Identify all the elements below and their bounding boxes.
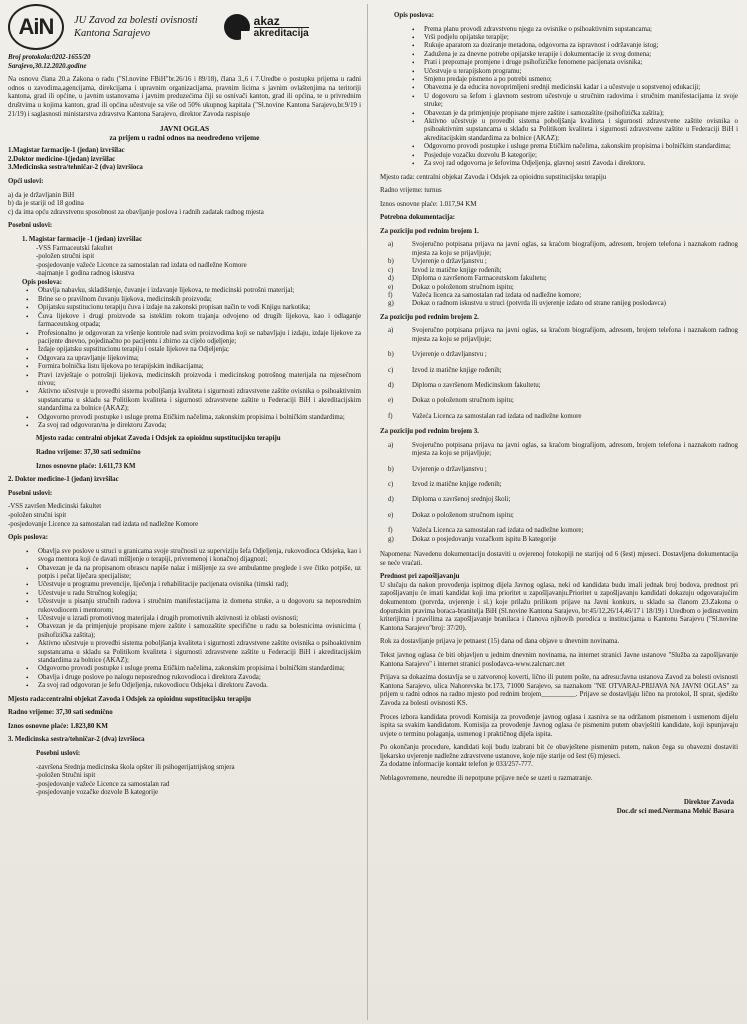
list-item: g) Dokaz o posjedovanju vozačkom ispitu B kategorije bbox=[388, 535, 557, 543]
list-item: • U dogovoru sa šefom i glavnom sestrom učestvuje u stručnim radovima i stručnim manifestacijama iz svoje struke; bbox=[424, 93, 738, 110]
akaz-line-2: akreditacija bbox=[253, 27, 309, 39]
priority-heading: Prednost pri zapošljavanju bbox=[380, 573, 460, 581]
list-item: c) Izvod iz matične knjige rođenih; bbox=[388, 266, 502, 274]
akaz-logo bbox=[224, 14, 309, 40]
akaz-line-1: akaz bbox=[253, 13, 280, 28]
pos2-duties-list bbox=[8, 548, 361, 691]
list-item: • Učestvuje u izradi promotivnog materijala i drugih promotivnih aktivnosti iz oblasti ovisnosti; bbox=[38, 615, 361, 623]
list-item: • Obavezan je da na propisanom obrascu napiše nalaz i mišljenje za sve ambulantne preglede i sve čitko potpiše, uz potpis i pečat liječara specijaliste; bbox=[38, 565, 361, 582]
signature-name: Doc.dr sci med.Nermana Mehić Basara bbox=[616, 806, 734, 815]
protocol-number: Broj protokola:0202-1655/20 bbox=[8, 54, 91, 61]
priority-text: U slučaju da nakon provođenja ispitnog dijela Javnog oglasa, neki od kandidata budu imali jednak broj bodova, prednost pri zapošljavanju će imati kandidat koji ima prioritet u zapošljavanju.Prioritet u zapošljavanju kandidati dokazuju odgovarajućim dokumentom (potvrda, uvjerenje i sl.) koje prilažu prilikom prijave na Javni konkurs, u skladu sa članom 23.Zakona o dopunskim pravima boraca-branitelja BiH (Sl.novine Kantona Sarajevo, br:45/12,26/14,46/17 i 18/19) i Uredbom o jedinstvenim kriterijima i pravilima za zapošljavanje branilaca i članova njihovih porodica u institucijama u Kantonu Sarajevu ("Sl.novine Kantona Sarajevo"broj: 37/20). bbox=[380, 581, 738, 632]
pos2-condition: -posjedovanje Licence za samostalan rad izdata od nadležne Komore bbox=[8, 520, 199, 528]
list-item: f) Važeća Licenca za samostalan rad izdata od nadležne komore; bbox=[388, 527, 584, 535]
org-name bbox=[74, 14, 198, 40]
pos3-duties-list bbox=[380, 26, 738, 169]
list-item: c) Izvod iz matične knjige rođenih; bbox=[388, 480, 502, 488]
docs-p3-list bbox=[380, 442, 738, 544]
general-condition: b) da je stariji od 18 godina bbox=[8, 200, 84, 208]
docs-p2-list bbox=[380, 327, 738, 421]
list-item: e) Dokaz o položenom stručnom ispitu; bbox=[388, 397, 514, 405]
pos2-place: Mjesto rada:centralni objekat Zavoda i Odsjek za opioidnu supstitucijsku terapiju bbox=[8, 695, 251, 703]
list-item: • Obavlja sve poslove u struci u granicama svoje stručnosti uz superviziju šefa Odjeljenja, rukovodioca Odsjeka, kao i svoga mentora koji će davati mišljenje o terapiji, privremenoj i konačnoj dijagnozi; bbox=[38, 548, 361, 565]
incomplete-text: Neblagovremene, neuredne ili nepotpune prijave neće se uzeti u razmatranje. bbox=[380, 775, 593, 783]
list-item: • Učestvuje u programu prevencije, liječenja i rehabilitacije pacijenata ovisnika (timski rad); bbox=[38, 581, 361, 589]
list-item: • Aktivno učestvuje u provedbi sistema poboljšanja kvaliteta i sigurnosti zdravstvene zaštite ovisnika o psihoaktivnim supstancama u skladu sa Politikom kvaliteta i sigurnosti zdravstvene zaštite u Federaciji BiH i akreditacijskim standardima za bolnice (AKAZ); bbox=[38, 640, 361, 665]
org-line-1: JU Zavod za bolesti ovisnosti bbox=[74, 15, 198, 26]
deadline-text: Rok za dostavljanje prijava je petnaest (15) dana od dana objave u dnevnim novinama. bbox=[380, 638, 620, 646]
list-item: e) Dokaz o položenom stručnom ispitu; bbox=[388, 511, 514, 519]
list-item: • Pravi izvještaje o potrošnji lijekova, medicinskih proizvoda i medicinskog potrošnog materijala na mjesečnom nivou; bbox=[38, 372, 361, 389]
list-item: • Profesionalno je odgovoran za vršenje kontrole nad svim proizvodima koji se nabavljaju i izdaju, izdaje lijekove za pacijente dnevno, pojedinačno po pacijentu i zbirno za cijelo odjeljenje; bbox=[38, 330, 361, 347]
list-item: • Formira bolnička listu lijekova po terapijskim indikacijama; bbox=[38, 363, 361, 371]
list-item: • Učestvuje u pisanju stručnih radova i stručnim manifestacijama iz domena struke, a u dogovoru sa neposrednim rukovodiocem i mentorom; bbox=[38, 598, 361, 615]
list-item: • Obavezan je da primjenjuje propisane mjere zaštite i samozaštite (psihofizička zaštita); bbox=[424, 110, 738, 118]
pos1-condition: -posjedovanje važeće Licence za samostalan rad izdata od nadležne Komore bbox=[36, 261, 247, 269]
docs-p1-list bbox=[380, 241, 738, 308]
list-item: • Čuva lijekove i drugi proizvode sa isteklim rokom trajanja odvojeno od drugih lijekova, kao i odlaganje farmaceutskog otpada; bbox=[38, 313, 361, 330]
pos2-condition: -VSS završen Medicinski fakultet bbox=[8, 503, 102, 511]
list-item: b) Uvjerenje o državljanstvu ; bbox=[388, 258, 487, 266]
ain-logo-icon: AiN bbox=[8, 4, 64, 50]
pos1-duties-list bbox=[8, 287, 361, 430]
docs-p2-heading: Za poziciju pod rednim brojem 2. bbox=[380, 313, 479, 321]
akaz-logo-icon bbox=[224, 14, 250, 40]
pos2-pay: Iznos osnovne plaće: 1.823,80 KM bbox=[8, 722, 108, 730]
pos3-cond-heading: Posebni uslovi: bbox=[36, 750, 81, 757]
list-item: • Prema planu provodi zdravstvenu njegu za ovisnike o psihoaktivnim supstancama; bbox=[424, 26, 738, 34]
general-condition: c) da ima opću zdravstvenu sposobnost za obavljanje poslova i radnih zadatak radnog mjesta bbox=[8, 208, 264, 216]
pos3-duties-heading: Opis poslova: bbox=[394, 12, 435, 19]
list-item: • Obavezna je da educira novoprimljeni srednji medicinski kadar i a učestvuje u sopstvenoj edukaciji; bbox=[424, 84, 738, 92]
signature-role: Direktor Zavoda bbox=[683, 797, 734, 806]
list-item: • Rukuje aparatom za doziranje metadona, odgovorna za ispravnost i održavanje istog; bbox=[424, 42, 738, 50]
list-item: c) Izvod iz matične knjige rođenih; bbox=[388, 366, 502, 374]
pos1-pay: Iznos osnovne plaće: 1.611,73 KM bbox=[36, 462, 136, 470]
list-item: • Aktivno učestvuje u provedbi sistema poboljšanja kvaliteta i sigurnosti zdravstvene zaštite ovisnika o psihoaktivnim supstancama u skladu sa Politikom kvaliteta i sigurnosti zdravstvene zaštite u Federaciji BiH i akreditacijskim standardima za bolnice (AKAZ); bbox=[38, 388, 361, 413]
right-column bbox=[378, 4, 738, 1020]
list-item: e) Dokaz o položenom stručnom ispitu; bbox=[388, 283, 514, 291]
general-condition: a) da je državljanin BiH bbox=[8, 191, 75, 199]
pos2-cond-heading: Posebni uslovi: bbox=[8, 489, 53, 497]
list-item: • Zadužena je za dnevne potrebe opijatske terapije i dokumentacije iz svog domena; bbox=[424, 51, 738, 59]
note: Napomena: Navedenu dokumentaciju dostaviti u ovjerenoj fotokopiji ne starijoj od 6 (šest) mjeseci. Dostavljena dokumentacija se neće vraćati. bbox=[380, 551, 738, 567]
publish-text: Tekst javnog oglasa će biti objavljen u jednim dnevnim novinama, na internet stranici Javne ustanove "Služba za zapošljavanje Kantona Sarajevo" i internet stranici poslodavca-www.zalcnarc.net bbox=[380, 651, 738, 668]
pos1-duties-heading: Opis poslova: bbox=[22, 278, 63, 286]
list-item: • Brine se o pravilnom čuvanju lijekova, medicinskih proizvoda; bbox=[38, 296, 361, 304]
pos2-duties-heading: Opis poslova: bbox=[8, 534, 49, 542]
pos1-time: Radno vrijeme: 37,30 sati sedmično bbox=[36, 448, 141, 456]
special-conditions-heading: Posebni uslovi: bbox=[8, 222, 53, 230]
list-item: • Za svoj rad odgovoran je šefu Odjeljenja, rukovodiocu Odsjeka i direktoru Zavoda. bbox=[38, 682, 361, 690]
list-item: f) Važeća licenca za samostalan rad izdata od nadležne komore; bbox=[388, 291, 582, 299]
list-item: • Učestvuje u radu Stručnog kolegija; bbox=[38, 590, 361, 598]
list-item: f) Važeća Licenca za samostalan rad izdata od nadležne komore bbox=[388, 412, 582, 420]
pos1-heading: 1. Magistar farmacije -1 (jedan) izvršilac bbox=[22, 235, 143, 243]
list-item: • Za svoj rad odgovorna je šefovima Odjeljenja, glavnoj sestri Zavoda i direktoru. bbox=[424, 160, 738, 168]
list-item: • Izdaje opijatsku supstitucionu terapiju i ostale lijekove na Odjeljenja; bbox=[38, 346, 361, 354]
pos3-place: Mjesto rada: centralni objekat Zavoda i Odsjek za opioidnu supstitucijsku terapiju bbox=[380, 173, 607, 181]
pos2-condition: -položen stručni ispit bbox=[8, 511, 67, 519]
pos3-time: Radno vrijeme: turnus bbox=[380, 187, 442, 195]
list-item: • Prati i prepoznaje promjene i druge psihofizičke fenomene pacijenata ovisnika; bbox=[424, 59, 738, 67]
ad-title: JAVNI OGLAS bbox=[159, 124, 210, 134]
protocol-date: Sarajevo,30.12.2020.godine bbox=[8, 62, 87, 70]
list-item: d) Diploma o završenom Medicinskom fakultetu; bbox=[388, 381, 541, 389]
list-item: • Vrši podjelu opijatske terapije; bbox=[424, 34, 738, 42]
pos3-condition: -položen Stručni ispit bbox=[36, 772, 96, 780]
list-item: d) Diploma o završenoj srednjoj školi; bbox=[388, 496, 511, 504]
list-item: • Odgovorno provodi postupke i usluge prema Etičkim načelima, zakonskim propisima i bolničkim standardima; bbox=[38, 665, 361, 673]
intro-text: Na osnovu člana 20.a Zakona o radu ("Sl.novine FBiH"br.26/16 i 89/18), člana 3.,6 i 7.Uredbe o postupku prijema u radni odnos u zavodima,agencijama, direkcijama i upravnim organizacijama, pravnim licima s javnim ovlaštenjima na teritoriji kantona, grad ili općine, u javnim ustanovama i javnim preduzećima čiji su osnivači kanton, grad ili općina, te u privrednim društvima u kojima kanton, grad ili općina učestvuje sa više od 50% ukupnog kapitala ("Sl.novine Kantona Sarajevo,br.9/19 i 21/19) i saglasnosti ministarstva zdravstva Kantona Sarajevo, direktor Zavoda raspisuje bbox=[8, 76, 361, 118]
list-item: d) Diploma o završenom Farmaceutskom fakultetu; bbox=[388, 275, 547, 283]
general-conditions-heading: Opći uslovi: bbox=[8, 177, 44, 185]
list-item: • Odgovara za upravljanje lijekovima; bbox=[38, 355, 361, 363]
list-item: a) Svojeručno potpisana prijava na javni oglas, sa kraćom biografijom, adresom, brojem telefona i naznakom radnog mjesta za koju se prijavljuje; bbox=[388, 441, 738, 458]
ad-subtitle: za prijem u radni odnos na neodređeno vrijeme bbox=[109, 133, 260, 143]
list-item: a) Svojeručno potpisana prijava na javni oglas, sa kraćom biografijom, adresom, brojem telefona i naznakom radnog mjesta za koju se prijavljuje; bbox=[388, 241, 738, 257]
pos3-condition: -posjedovanje vozačke dozvole B kategorije bbox=[36, 789, 159, 797]
list-item: • Učestvuje u terapijskom programu; bbox=[424, 68, 738, 76]
pos3-condition: -posjedovanje važeće Licence za samostalan rad bbox=[36, 780, 170, 788]
contact-text: Za dodatne informacije kontakt telefon je 033/257-777. bbox=[380, 761, 533, 769]
list-item: • Za svoj rad odgovoran/na je direktoru Zavoda; bbox=[38, 422, 361, 430]
position-list-item: 3.Medicinska sestra/tehničar-2 (dva) izvršioca bbox=[8, 164, 143, 172]
org-line-2: Kantona Sarajevo bbox=[74, 28, 151, 39]
list-item: • Odgovorno provodi postupke i usluge prema Etičkim načelima, zakonskim propisima i bolničkim standardima; bbox=[424, 143, 738, 151]
after-text: Po okončanju procedure, kandidati koji budu izabrani bit će obavještene pismenim putem, nakon čega su obavezni dostaviti ljekarsko uvjerenje nadležne zdravstvene ustanove, koje nije starije od šest (6) mjeseci. bbox=[380, 744, 738, 760]
pos1-condition: -VSS Farmaceutski fakultet bbox=[36, 244, 113, 252]
pos3-pay: Iznos osnovne plaće: 1.017,94 KM bbox=[380, 200, 477, 208]
submit-text: Prijava sa dokazima dostavlja se u zatvorenoj koverti, lično ili putem pošte, na adresu:Javna ustanova Zavod za bolesti ovisnosti Kantona Sarajevo, ulica Nahorevska br.173, 71000 Sarajevo, sa naznakom "NE OTVARAJ-PRIJAVA NA JAVNI OGLAS" za prijem u radni odnos na radno mjesto pod rednim brojem__________. Prijave se dostavljaju lično na protokol, II sprat, sjedište Zavoda za bolesti ovisnosti KS. bbox=[380, 674, 738, 707]
list-item: b) Uvjerenje o državljanstvu ; bbox=[388, 465, 487, 473]
list-item: • Smjenu predaje pismeno a po potrebi usmeno; bbox=[424, 76, 738, 84]
signature-block bbox=[380, 798, 738, 816]
list-item: • Posjeduje vozačku dozvolu B kategorije; bbox=[424, 152, 738, 160]
pos2-heading: 2. Doktor medicine-1 (jedan) izvršilac bbox=[8, 476, 119, 484]
pos1-place: Mjesto rada: centralni objekat Zavoda i Odsjek za opioidnu supstitucijsku terapiju bbox=[36, 435, 281, 443]
pos2-time: Radno vrijeme: 37,30 sati sedmično bbox=[8, 709, 113, 717]
list-item: • Obavezan je da primjenjuje propisane mjere zaštite i samozaštite specifične u radu sa bolesnicima ovisnicima ( psihofizička zaštita); bbox=[38, 623, 361, 640]
left-column bbox=[8, 4, 368, 1020]
pos1-condition: -najmanje 1 godina radnog iskustva bbox=[36, 270, 135, 278]
list-item: • Obavlja nabavku, skladištenje, čuvanje i izdavanje lijekova, te medicinski potrošni materijal; bbox=[38, 287, 361, 295]
pos3-condition: -završena Srednja medicinska škola opštег ili psihogerijatrijskog smjera bbox=[36, 763, 235, 771]
process-text: Proces izbora kandidata provodi Komisija za provođenje javnog oglasa i zasniva se na održanom pismenom i usmenom dijelu ispita sa svakim kandidatom. Komisija za provođenje Javnog oglasa će pismenim putem obavještiti kandidate, koji ispunjavaju uvjete o terminu polaganja, usmenog i praktičnog dijela ispita. bbox=[380, 713, 738, 738]
docs-p3-heading: Za poziciju pod rednim brojem 3. bbox=[380, 428, 479, 436]
docs-p1-heading: Za poziciju pod rednim brojem 1. bbox=[380, 227, 479, 235]
list-item: b) Uvjerenje o državljanstvu ; bbox=[388, 351, 487, 359]
list-item: • Odgovorno provodi postupke i usluge prema Etičkim načelima, zakonskim propisima i bolničkim standardima; bbox=[38, 414, 361, 422]
header bbox=[8, 4, 361, 50]
pos3-heading: 3. Medicinska sestra/tehničar-2 (dva) izvršioca bbox=[8, 736, 145, 744]
list-item: • Opijatsku supstitucionu terapiju čuva i izdaje na zakonski propisan način te vodi Knjigu narkotika; bbox=[38, 304, 361, 312]
position-list-item: 2.Doktor medicine-1(jedan) izvršilac bbox=[8, 155, 116, 163]
docs-heading: Potrebna dokumentacija: bbox=[380, 214, 456, 222]
list-item: • Obavlja i druge poslove po nalogu neposrednog rukovodioca i direktora Zavoda; bbox=[38, 674, 361, 682]
list-item: a) Svojeručno potpisana prijava na javni oglas, sa kraćom biografijom, adresom, brojem telefona i naznakom radnog mjesta za koju se prijavljuje; bbox=[388, 327, 738, 343]
list-item: g) Dokaz o radnom iskustvu u struci (potvrda ili uvjerenje izdato od strane ranijeg poslodavca) bbox=[388, 300, 666, 308]
list-item: • Aktivno učestvuje u provedbi sistema poboljšanja kvaliteta i sigurnosti zdravstvene zaštite ovisnika o psihoaktivnim supstancama u skladu sa Politikom kvaliteta i sigurnosti zdravstvene zaštite u Federaciji BiH i akreditacijskim standardima za bolnice (AKAZ); bbox=[424, 118, 738, 143]
position-list-item: 1.Magistar farmacije-1 (jedan) izvršilac bbox=[8, 147, 125, 155]
pos1-condition: -položen stručni ispit bbox=[36, 253, 95, 261]
